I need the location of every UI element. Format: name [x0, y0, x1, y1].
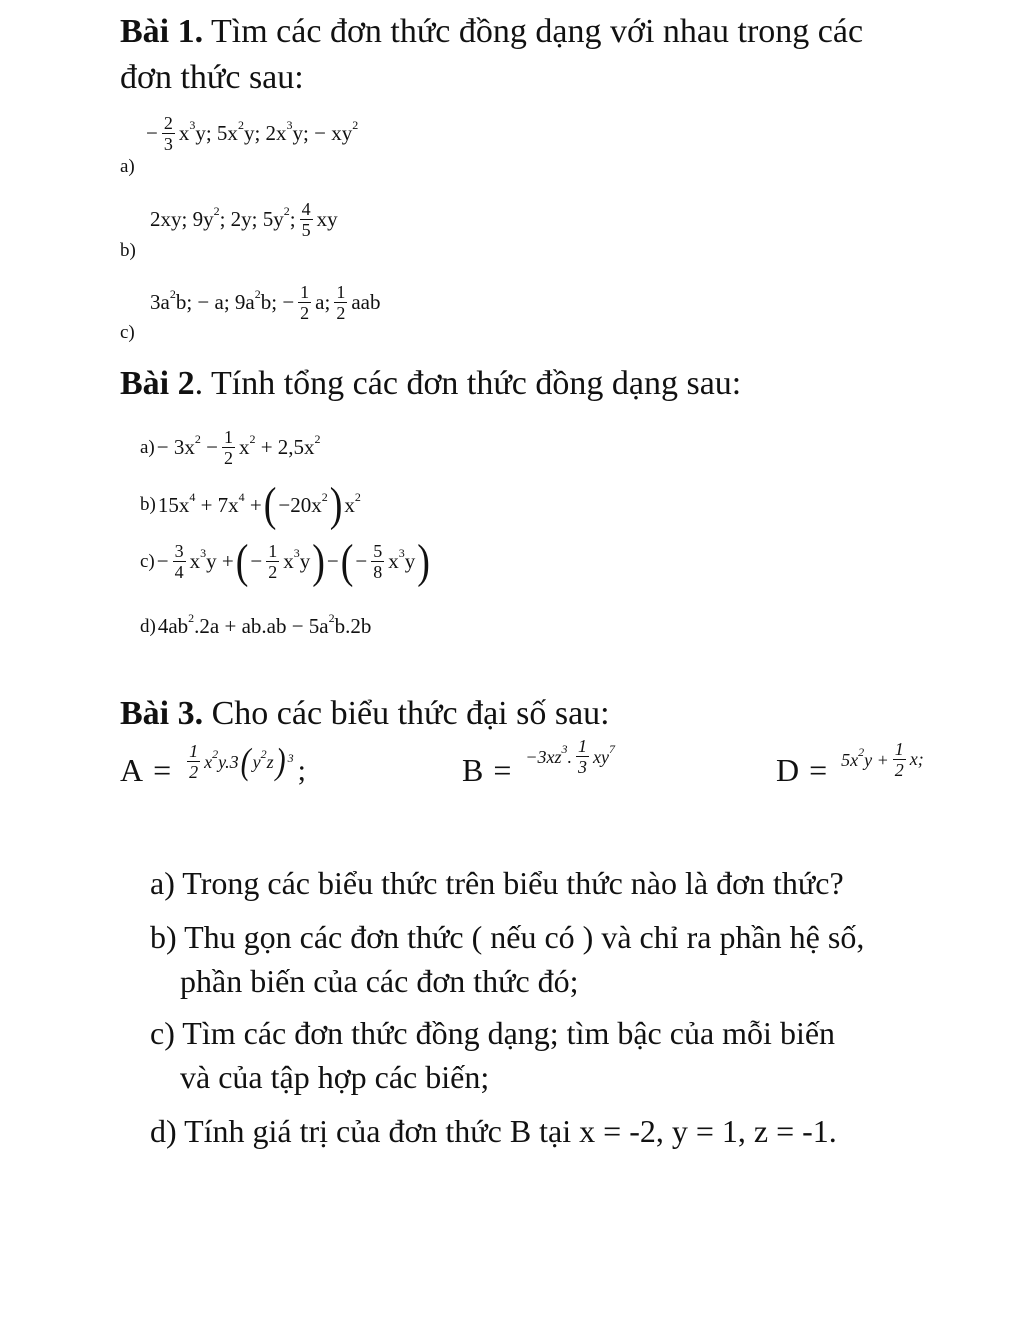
bai1-c-fraction-2: $\frac{1}{2}$ [336, 282, 346, 323]
bai1-a-expression: − $\frac{2}{3}$ $x^3y$; $5x^2y$; $2x^3y$; − $xy^2$ [146, 113, 359, 154]
bai1-heading [120, 12, 863, 52]
expr-D-name: D [776, 752, 800, 788]
bai2-heading [120, 364, 741, 404]
bai1-c-label: c) [120, 322, 135, 343]
bai3-heading [120, 694, 610, 734]
expr-A-fraction: $\frac{1}{2}$ [189, 741, 199, 782]
bai2-text: . Tính tổng các đơn thức đồng dạng sau: [194, 365, 742, 402]
bai2-a-expression: a) − $3x^2$ − $\frac{1}{2}$ $x^2 + 2,5x^2$ [140, 427, 321, 468]
bai1-c-fraction-1: $\frac{1}{2}$ [300, 282, 310, 323]
expr-B-fraction: $\frac{1}{3}$ [578, 736, 588, 777]
bai1-text-line2: đơn thức sau: [120, 59, 304, 96]
bai3-task-c: c) Tìm các đơn thức đồng dạng; tìm bậc của mỗi biến [150, 1015, 836, 1051]
bai1-a-label: a) [120, 156, 135, 177]
bai2-c-expression: c) − $\frac{3}{4}$ $x^3y$ + ( − $\frac{1}{2}$ $x^3y$ ) − ( − $\frac{5}{8}$ $x^3y$ ) [140, 535, 430, 588]
bai2-b-expression: b) $15x^4 + 7x^4$ + ( $-20x^2$ ) $x^2$ [140, 478, 361, 532]
bai3-task-a: a) Trong các biểu thức trên biểu thức nào là đơn thức? [150, 865, 844, 901]
bai3-task-c-cont: và của tập hợp các biến; [180, 1059, 490, 1095]
bai2-d-expression: d) $4ab^2.2a + ab.ab - 5a^2b.2b$ [140, 611, 372, 638]
bai1-title: Bài 1. [120, 13, 204, 50]
bai3-title: Bài 3. [120, 695, 204, 732]
bai2-c-label: c) [140, 550, 155, 572]
bai3-task-d: d) Tính giá trị của đơn thức B tại x = -2, y = 1, z = -1. [150, 1113, 837, 1149]
bai1-text-line1: Tìm các đơn thức đồng dạng với nhau trong các [203, 13, 864, 50]
expr-D-fraction: $\frac{1}{2}$ [894, 739, 904, 780]
expr-D: D = $5x^2y$ + $\frac{1}{2}$ x; [776, 739, 924, 788]
bai1-b-label: b) [120, 240, 136, 261]
bai2-title: Bài 2 [120, 365, 195, 402]
bai1-b-fraction: $\frac{4}{5}$ [301, 199, 311, 240]
bai2-d-label: d) [140, 615, 156, 637]
bai1-b-expression: 2xy; $9y^2$; 2y; $5y^2$; $\frac{4}{5}$ xy [150, 199, 338, 240]
expr-A: A = $\frac{1}{2}$ $x^2y.3$ ( $y^2z$ ) $^3$ ; [120, 740, 307, 788]
expr-A-name: A [120, 752, 144, 788]
bai1-c-expression: $3a^2b$; − a; $9a^2b$; − $\frac{1}{2}$ a; $\frac{1}{2}$ aab [150, 282, 381, 323]
bai2-c-fraction-1: $\frac{3}{4}$ [174, 541, 184, 582]
expr-B-name: B [462, 752, 484, 788]
bai2-c-fraction-2: $\frac{1}{2}$ [268, 541, 278, 582]
bai2-c-fraction-3: $\frac{5}{8}$ [373, 541, 383, 582]
bai2-b-label: b) [140, 494, 156, 515]
expr-B: B = $-3xz^3$. $\frac{1}{3}$ $xy^7$ [462, 736, 616, 788]
bai1-a-fraction: $\frac{2}{3}$ [163, 113, 173, 154]
bai2-a-fraction: $\frac{1}{2}$ [223, 427, 233, 468]
bai3-text: Cho các biểu thức đại số sau: [203, 695, 610, 732]
bai3-task-b-cont: phần biến của các đơn thức đó; [180, 963, 579, 999]
bai2-a-label: a) [140, 436, 155, 458]
bai3-task-b: b) Thu gọn các đơn thức ( nếu có ) và chỉ ra phần hệ số, [150, 919, 865, 955]
